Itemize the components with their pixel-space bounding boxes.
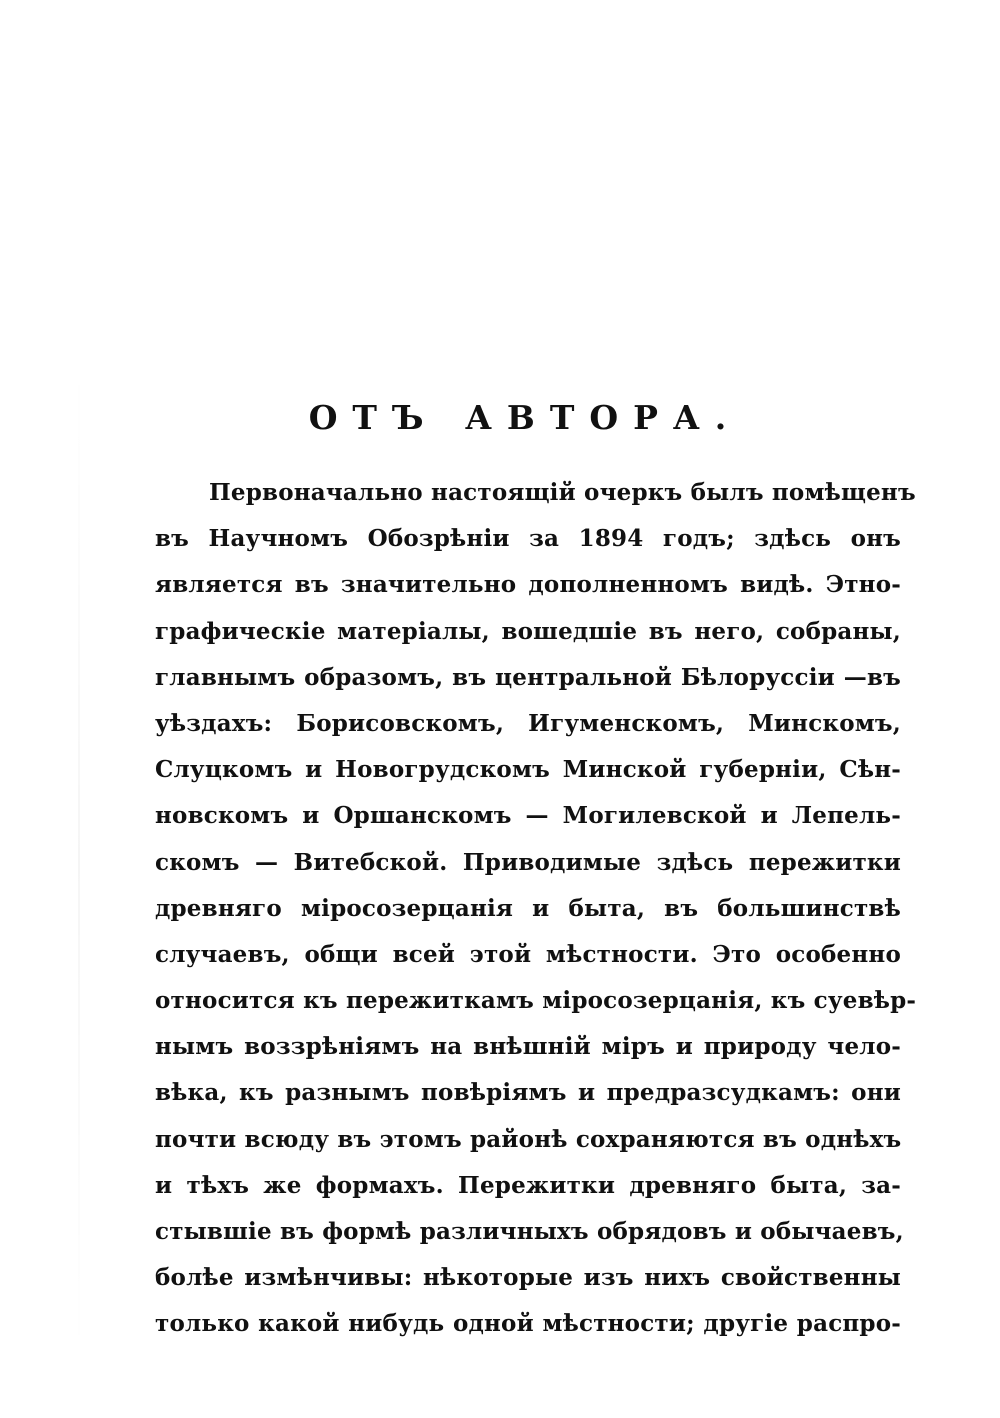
text-line-16: и тѣхъ же формахъ. Пережитки древняго быта, за- [155,1171,901,1199]
text-line-7: Слуцкомъ и Новогрудскомъ Минской губерніи, Сѣн- [155,756,901,784]
text-line-10: древняго міросозерцанія и быта, въ большинствѣ [155,894,901,922]
text-line-9: скомъ — Витебской. Приводимые здѣсь пережитки [155,848,901,876]
text-line-19: только какой нибудь одной мѣстности; другіе распро- [155,1310,901,1338]
text-line-17: стывшіе въ формѣ различныхъ обрядовъ и обычаевъ, [155,1218,904,1245]
page-title: ОТЪ АВТОРА. [308,398,742,437]
text-line-11: случаевъ, общи всей этой мѣстности. Это особенно [155,940,901,968]
body-text [155,470,917,1348]
text-line-8: новскомъ и Оршанскомъ — Могилевской и Лепель- [155,802,901,830]
text-line-13: нымъ воззрѣніямъ на внѣшній міръ и природу чело- [155,1033,901,1061]
text-line-18: болѣе измѣнчивы: нѣкоторые изъ нихъ свойственны [155,1264,901,1292]
scan-shadow [78,360,80,1360]
text-line-14: вѣка, къ разнымъ повѣріямъ и предразсудкамъ: они [155,1079,901,1107]
text-line-6: уѣздахъ: Борисовскомъ, Игуменскомъ, Минскомъ, [155,709,901,737]
text-line-2: въ Научномъ Обозрѣніи за 1894 годъ; здѣсь онъ [155,525,901,553]
text-line-3: является въ значительно дополненномъ видѣ. Этно- [155,571,901,599]
text-line-1: Первоначально настоящій очеркъ былъ помѣщенъ [209,479,916,506]
text-line-4: графическіе матеріалы, вошедшіе въ него, собраны, [155,617,901,645]
text-line-5: главнымъ образомъ, въ центральной Бѣлоруссіи —въ [155,663,901,691]
text-line-12: относится къ пережиткамъ міросозерцанія, къ суевѣр- [155,987,917,1015]
text-line-15: почти всюду въ этомъ районѣ сохраняются въ однѣхъ [155,1125,902,1153]
